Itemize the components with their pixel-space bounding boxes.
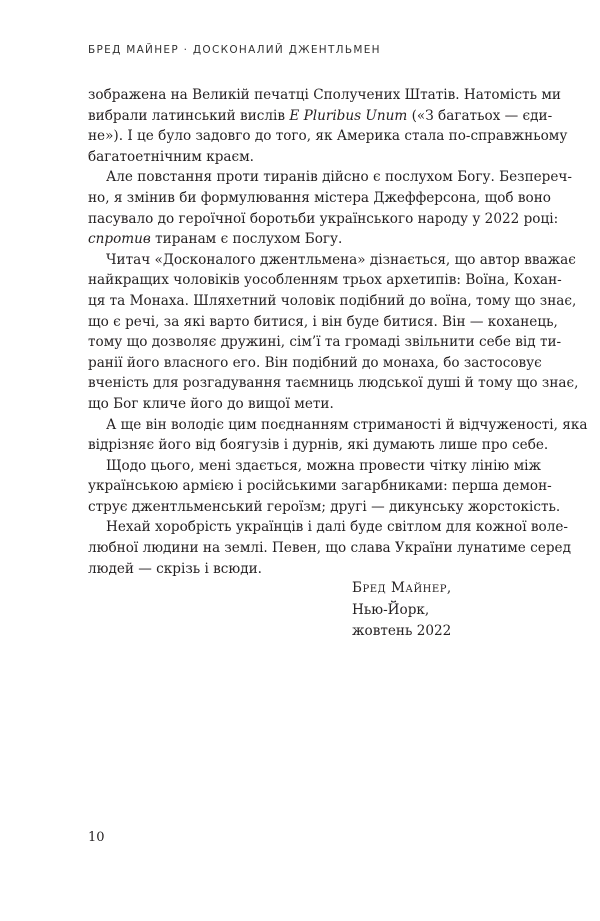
text-line [88,332,562,353]
text-segment: тиранам є послухом Богу. [150,231,343,248]
text-segment: Щодо цього, мені здається, можна провести чітку лінію між [106,457,541,474]
text-segment: що Бог кличе його до вищої мети. [88,395,334,412]
text-segment: пасувало до героїчної боротьби українського народу у 2022 році: [88,210,559,227]
text-line [88,167,573,188]
text-line [88,353,542,374]
header-author: БРЕД МАЙНЕР [88,44,179,56]
text-segment: Читач «Досконалого джентльмена» дізнається, що автор вважає [106,251,576,268]
text-line [88,85,561,106]
text-segment: («З багатьох — єди- [407,107,553,124]
text-segment: вченість для розгадування таємниць людської душі й тому що знає, [88,375,579,392]
body-text [88,85,588,579]
running-header [88,44,381,56]
text-line [88,188,551,209]
text-segment: Нехай хоробрість українців і далі буде світлом для кожної воле- [106,519,568,536]
text-segment: українською армією і російськими загарбниками: перша демон- [88,478,552,495]
text-segment: ця та Монаха. Шляхетний чоловік подібний до воїна, тому що знає, [88,292,577,309]
text-segment: тому що дозволяє дружині, сім’ї та громаді звільнити себе від ти- [88,334,562,351]
signature-block [352,578,452,643]
text-line [88,270,562,291]
text-segment: струє джентльменський героїзм; другі — дикунську жорстокість. [88,498,561,515]
text-line [88,538,571,559]
text-line [88,106,553,127]
text-segment: зображена на Великій печатці Сполучених Штатів. Натомість ми [88,87,561,103]
text-line [88,476,552,497]
text-segment: Але повстання проти тиранів дійсно є послухом Богу. Безпереч- [106,169,573,186]
text-line [88,456,541,477]
italic-text: E Pluribus Unum [289,107,408,124]
text-line [88,291,577,312]
text-segment: вибрали латинський вислів [88,107,290,124]
text-line [88,250,576,271]
text-line [88,147,511,168]
text-line [88,312,558,333]
text-line [88,126,568,147]
text-line [88,394,511,415]
signature-name: Бред Майнер, [352,580,452,596]
signature-date: жовтень 2022 [352,623,452,639]
italic-text: спротив [88,231,151,248]
text-line [88,373,579,394]
text-segment: ранії його власного его. Він подібний до монаха, бо застосовує [88,354,542,371]
text-line [88,517,568,538]
text-segment: багатоетнічним краєм. [88,148,255,165]
text-segment: що є речі, за які варто битися, і він буде битися. Він — коханець, [88,313,558,330]
text-segment: не»). І це було задовго до того, як Америка стала по-справжньому [88,128,568,145]
text-segment: но, я змінив би формулювання містера Джефферсона, щоб воно [88,189,551,206]
header-book-title: ДОСКОНАЛИЙ ДЖЕНТЛЬМЕН [192,44,381,56]
header-separator: · [183,44,189,56]
text-line [88,435,549,456]
text-line [88,229,511,250]
text-segment: людей — скрізь і всюди. [88,560,262,577]
signature-place: Нью-Йорк, [352,601,430,618]
text-line [88,559,511,580]
text-line [88,415,588,436]
text-line [88,497,561,518]
page-number: 10 [88,830,105,845]
text-line [88,209,559,230]
text-segment: А ще він володіє цим поєднанням стриманості й відчуженості, яка [106,416,588,433]
text-segment: любної людини на землі. Певен, що слава України лунатиме серед [88,540,571,557]
text-segment: найкращих чоловіків уособленням трьох архетипів: Воїна, Кохан- [88,272,562,289]
text-segment: відрізняє його від боягузів і дурнів, які думають лише про себе. [88,437,549,454]
